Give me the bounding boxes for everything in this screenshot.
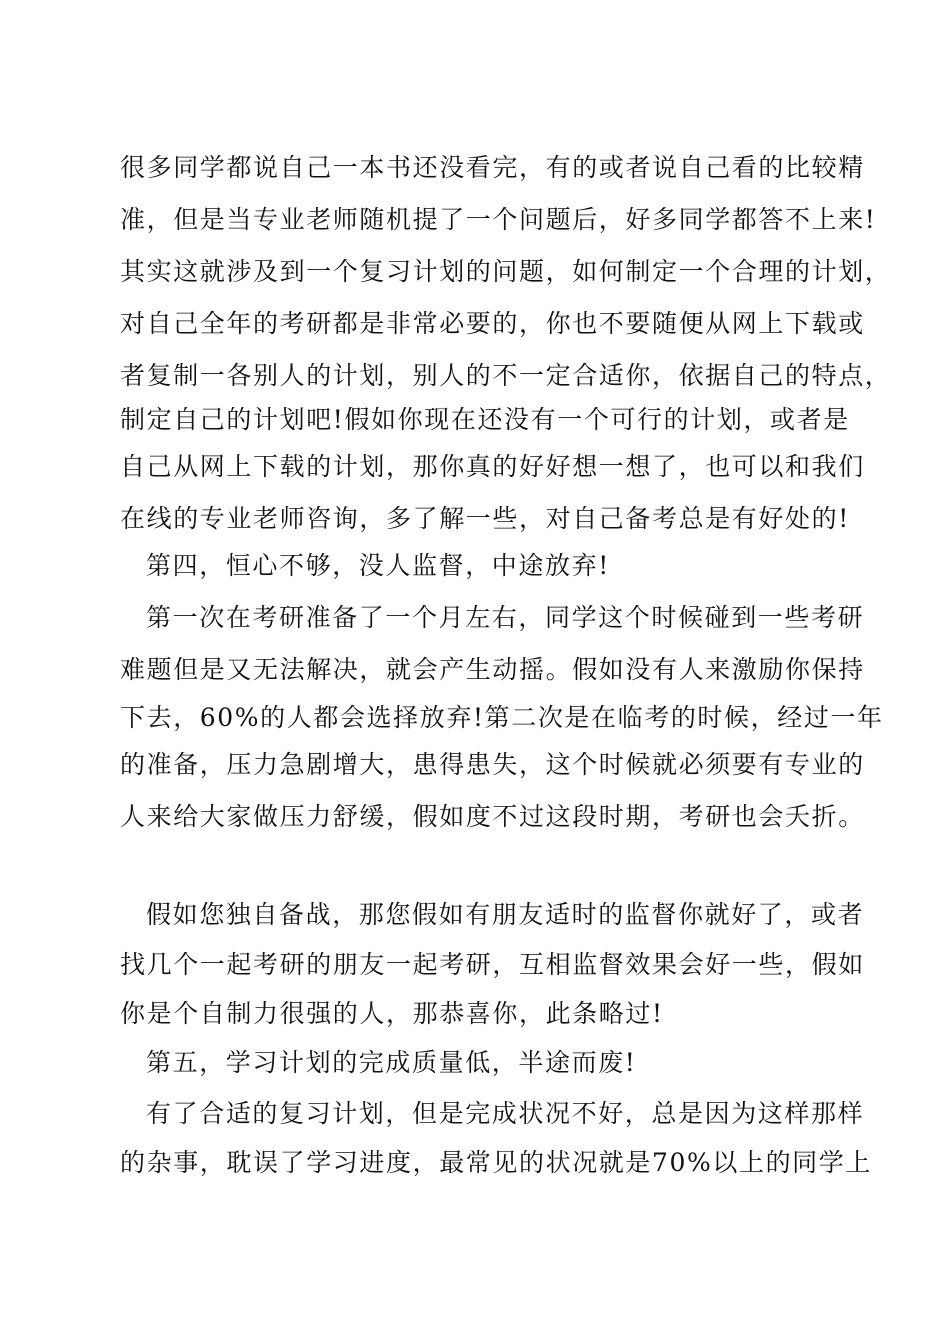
paragraph-1-line-7: 自己从网上下载的计划，那你真的好好想一想了，也可以和我们 [120, 452, 865, 481]
paragraph-1-line-1: 很多同学都说自己一本书还没看完，有的或者说自己看的比较精 [120, 153, 865, 182]
paragraph-2-line-4: 的准备，压力急剧增大，患得患失，这个时候就必须要有专业的 [120, 750, 865, 779]
paragraph-1-line-3: 其实这就涉及到一个复习计划的问题，如何制定一个合理的计划， [120, 257, 892, 286]
section-heading-4: 第四，恒心不够，没人监督，中途放弃! [146, 551, 610, 580]
paragraph-3-line-2: 找几个一起考研的朋友一起考研，互相监督效果会好一些，假如 [120, 950, 865, 979]
paragraph-2-line-2: 难题但是又无法解决，就会产生动摇。假如没有人来激励你保持 [120, 655, 865, 684]
paragraph-1-line-8: 在线的专业老师咨询，多了解一些，对自己备考总是有好处的! [120, 504, 850, 533]
paragraph-1-line-6: 制定自己的计划吧!假如你现在还没有一个可行的计划，或者是 [120, 405, 850, 434]
paragraph-4-line-1: 有了合适的复习计划，但是完成状况不好，总是因为这样那样 [146, 1099, 865, 1128]
paragraph-2-line-3: 下去，60%的人都会选择放弃!第二次是在临考的时候，经过一年 [120, 703, 884, 732]
paragraph-1-line-5: 者复制一各别人的计划，别人的不一定合适你，依据自己的特点， [120, 361, 892, 390]
paragraph-2-line-5: 人来给大家做压力舒缓，假如度不过这段时期，考研也会夭折。 [120, 802, 865, 831]
section-heading-5: 第五，学习计划的完成质量低，半途而废! [146, 1048, 637, 1077]
paragraph-1-line-2: 准，但是当专业老师随机提了一个问题后，好多同学都答不上来! [120, 205, 877, 234]
paragraph-4-line-2: 的杂事，耽误了学习进度，最常见的状况就是70%以上的同学上 [120, 1148, 872, 1177]
paragraph-2-line-1: 第一次在考研准备了一个月左右，同学这个时候碰到一些考研 [146, 603, 865, 632]
paragraph-3-line-3: 你是个自制力很强的人，那恭喜你，此条略过! [120, 999, 664, 1028]
paragraph-3-line-1: 假如您独自备战，那您假如有朋友适时的监督你就好了，或者 [146, 900, 865, 929]
paragraph-1-line-4: 对自己全年的考研都是非常必要的，你也不要随便从网上下载或 [120, 309, 865, 338]
